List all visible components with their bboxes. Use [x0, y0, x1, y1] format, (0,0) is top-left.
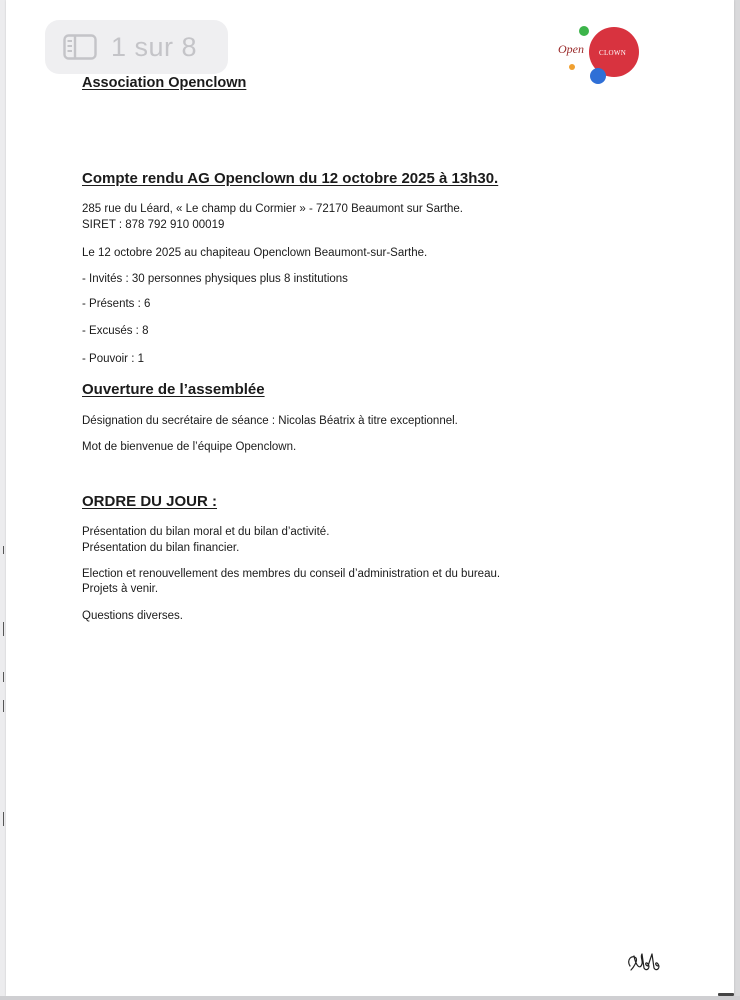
- siret-line: SIRET : 878 792 910 00019: [82, 219, 225, 231]
- logo-green-dot: [579, 26, 589, 36]
- logo-clown-text: CLOWN: [599, 49, 627, 57]
- signature-scribble: [624, 950, 664, 978]
- attendance-presents: - Présents : 6: [82, 298, 151, 310]
- initials-signature: [624, 950, 664, 983]
- logo-blue-dot: [590, 68, 606, 84]
- opening-heading: Ouverture de l’assemblée: [82, 381, 265, 398]
- edge-mark: [3, 672, 4, 682]
- edge-mark: [3, 812, 4, 826]
- agenda-item: Election et renouvellement des membres du conseil d’administration et du bureau.: [82, 568, 501, 580]
- edge-mark: [3, 622, 4, 636]
- sidebar-icon[interactable]: [63, 34, 97, 60]
- association-title: Association Openclown: [82, 75, 247, 91]
- report-title: Compte rendu AG Openclown du 12 octobre 2025 à 13h30.: [82, 170, 499, 187]
- page-indicator[interactable]: [45, 20, 228, 74]
- document-page[interactable]: [6, 0, 734, 996]
- agenda-item: Projets à venir.: [82, 583, 159, 595]
- address-line: 285 rue du Léard, « Le champ du Cormier » - 72170 Beaumont sur Sarthe.: [82, 203, 464, 215]
- logo-orange-dot: [569, 64, 575, 70]
- attendance-excuses: - Excusés : 8: [82, 325, 149, 337]
- scroll-handle[interactable]: [718, 993, 734, 996]
- date-place-line: Le 12 octobre 2025 au chapiteau Openclown Beaumont-sur-Sarthe.: [82, 247, 428, 259]
- agenda-item: Questions diverses.: [82, 610, 183, 622]
- attendance-pouvoir: - Pouvoir : 1: [82, 353, 144, 365]
- openclown-logo: [552, 22, 644, 88]
- agenda-heading: ORDRE DU JOUR :: [82, 493, 218, 510]
- attendance-invites: - Invités : 30 personnes physiques plus 8 institutions: [82, 273, 348, 285]
- agenda-item: Présentation du bilan financier.: [82, 542, 240, 554]
- page-count-label: 1 sur 8: [111, 31, 198, 62]
- bottom-edge: [0, 996, 740, 1000]
- edge-mark: [3, 700, 4, 712]
- agenda-item: Présentation du bilan moral et du bilan d’activité.: [82, 526, 330, 538]
- welcome-line: Mot de bienvenue de l’équipe Openclown.: [82, 441, 297, 453]
- secretary-line: Désignation du secrétaire de séance : Nicolas Béatrix à titre exceptionnel.: [82, 415, 458, 427]
- logo-open-text: Open: [558, 42, 584, 56]
- edge-mark: [3, 546, 4, 554]
